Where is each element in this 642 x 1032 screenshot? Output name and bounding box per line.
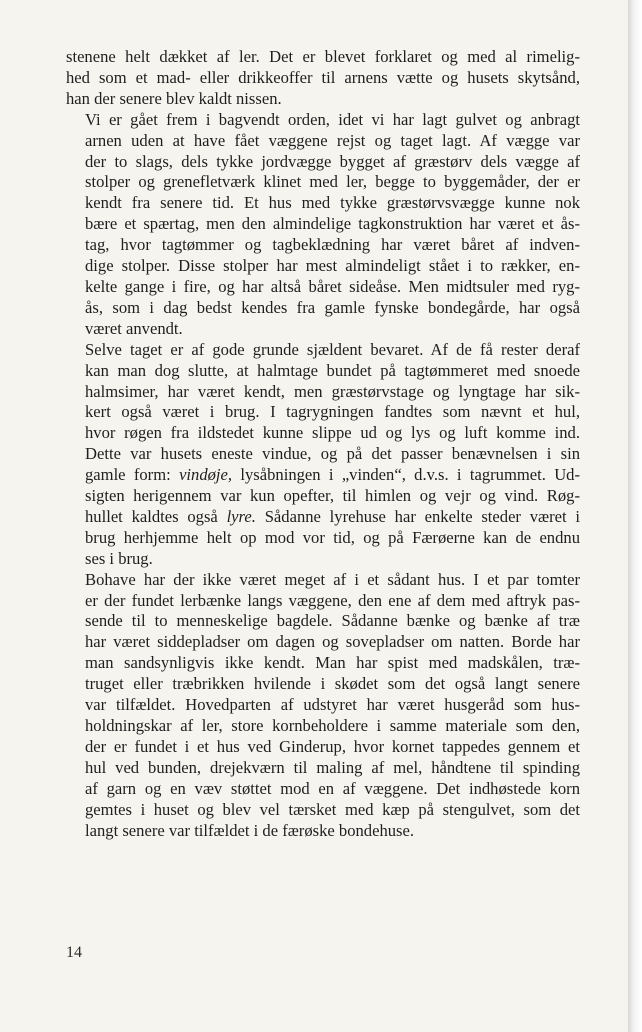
body-text [66,47,580,841]
paragraph [66,47,580,110]
text-line: truget eller træbrikken hvilende i skødet som det også langt senere [85,674,580,694]
text-line: har været siddepladser om dagen og sovepladser om natten. Borde har [85,632,580,652]
text-line: kan man dog slutte, at halmtage bundet på tagtømmeret med snoede [85,360,580,380]
text-line: hvor røgen fra ildstedet kunne slippe ud og lys og luft komme ind. [85,423,580,443]
page-number: 14 [66,944,82,961]
text-line: af garn og en væv støttet mod en af væggene. Det indhøstede korn [85,778,580,798]
text-line: er der fundet lerbænke langs væggene, den ene af dem med aftryk pas- [85,590,580,610]
paragraph [66,570,580,842]
text-line: kendt fra senere tid. Et hus med tykke græstørvsvægge kunne nok [85,193,580,213]
text-line: dige stolper. Disse stolper har mest almindeligt stået i to rækker, en- [85,256,580,276]
text-line: holdningskar af ler, store kornbeholdere i samme materiale som den, [85,716,580,735]
text-line: halmsimer, har været kendt, men græstørvstage og lyngtage har sik- [85,381,580,401]
text-line: Selve taget er af gode grunde sjældent bevaret. Af de få rester deraf [85,339,580,359]
text-line: man sandsynligvis ikke kendt. Man har spist med madskålen, træ- [85,653,580,673]
text-line: arnen uden at have fået væggene rejst og taget lagt. Af vægge var [85,130,580,150]
page-edge [628,0,642,1032]
text-line: der to slags, dels tykke jordvægge bygget af græstørv dels vægge af [85,151,580,171]
text-line: Bohave har der ikke været meget af i et sådant hus. I et par tomter [85,569,580,589]
text-line: kelte gange i fire, og har altså båret sideåse. Men midtsuler med ryg- [85,276,580,296]
text-line: ås, som i dag bedst kendes fra gamle fynske bondegårde, har også [85,297,580,317]
italic-term: lyre. [226,506,256,526]
text-line: der er fundet i et hus ved Ginderup, hvor kornet tappedes gennem et [85,736,580,756]
text-line: gemtes i huset og blev vel tærsket med kæp på stengulvet, som det [85,799,580,819]
text-line: han der senere blev kaldt nissen. [66,88,282,108]
text-line: sende til to menneskelige bagdele. Sådanne bænke og bænke af træ [85,611,580,631]
text-line: tag, hvor tagtømmer og tagbeklædning har været båret af indven- [85,235,580,255]
text-line: været anvendt. [85,318,183,338]
text-line: bære et spærtag, men den almindelige tagkonstruktion har været et ås- [85,214,580,234]
text-line: hed som et mad- eller drikkeoffer til arnens vætte og husets skytsånd, [66,67,580,87]
text-line: var tilfældet. Hovedparten af udstyret har været husgeråd som hus- [85,695,580,715]
paragraph [66,340,580,570]
text-line: brug herhjemme helt op mod vor tid, og på Færøerne kan de endnu [85,527,580,547]
paragraph [66,110,580,340]
text-line: stolper og grenefletværk klinet med ler, begge to byggemåder, der er [85,172,580,192]
text-line: stenene helt dækket af ler. Det er blevet forklaret og med al rimelig- [66,47,580,66]
text-line: kert også været i brug. I tagrygningen fandtes som nævnt et hul, [85,402,580,422]
italic-term: vindøje, [179,465,233,485]
text-line: ses i brug. [85,548,153,568]
text-line: langt senere var tilfældet i de færøske bondehuse. [85,820,415,840]
text-line: gamle form: vindøje, lysåbningen i „vinden“, d.v.s. i tagrummet. Ud- [85,465,581,485]
text-line: Vi er gået frem i bagvendt orden, idet vi har lagt gulvet og anbragt [85,109,580,129]
text-line: hul ved bunden, drejekværn til maling af mel, håndtene til spinding [85,757,580,777]
text-line: sigten herigennem var kun opefter, til himlen og vejr og vind. Røg- [85,486,580,506]
text-line: hullet kaldtes også lyre. Sådanne lyrehuse har enkelte steder været i [85,506,580,526]
text-line: Dette var husets eneste vindue, og på det passer benævnelsen i sin [85,444,580,464]
